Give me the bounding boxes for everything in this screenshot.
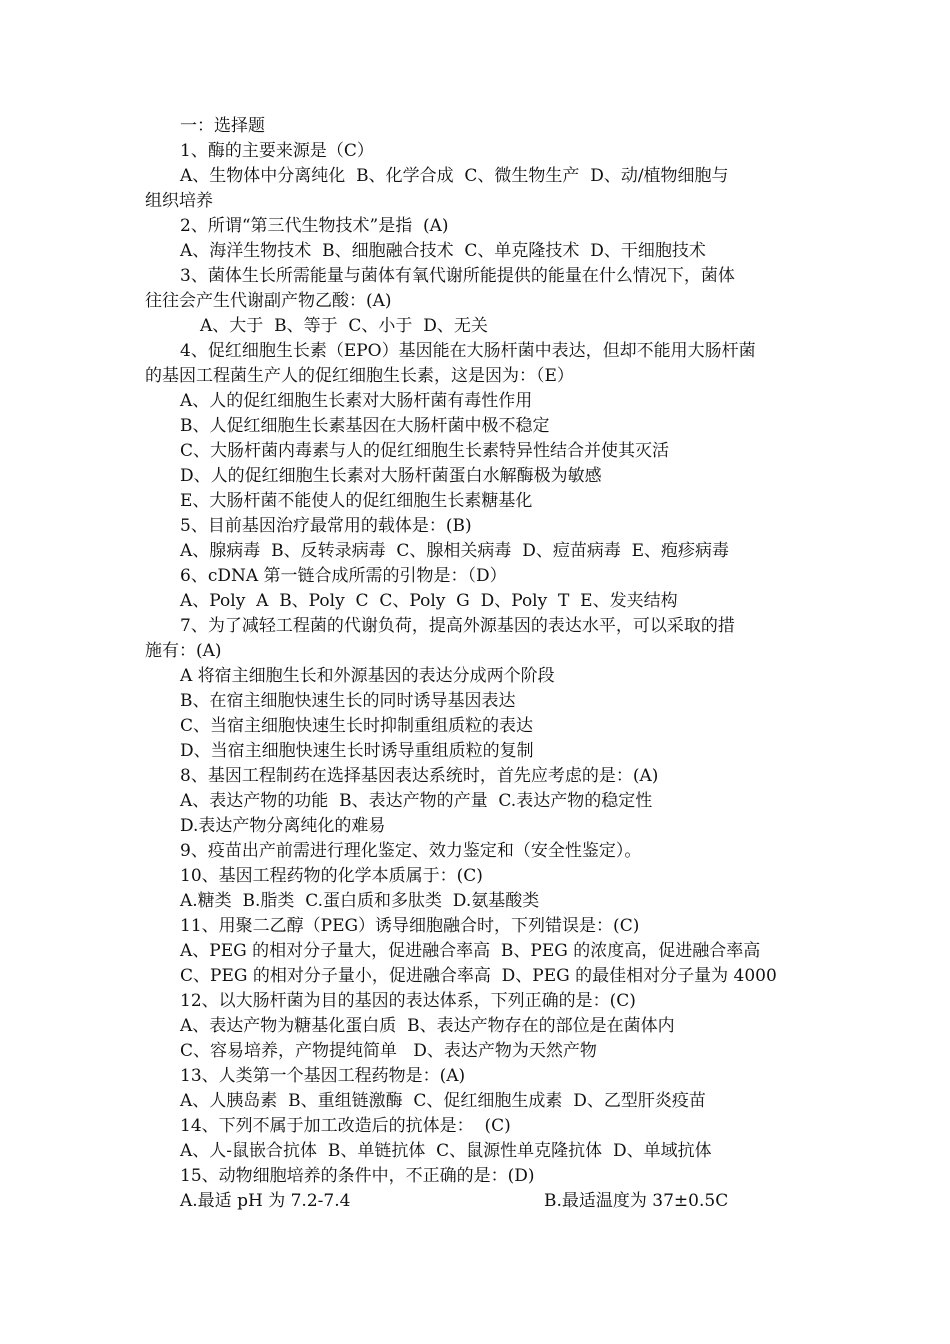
text-line: 15、动物细胞培养的条件中，不正确的是：(D) — [180, 1166, 535, 1186]
text-line: 6、cDNA 第一链合成所需的引物是：（D） — [180, 566, 507, 586]
text-line: B、在宿主细胞快速生长的同时诱导基因表达 — [180, 691, 516, 711]
text-line: E、大肠杆菌不能使人的促红细胞生长素糖基化 — [180, 491, 533, 511]
text-line: 7、为了减轻工程菌的代谢负荷，提高外源基因的表达水平，可以采取的措 — [180, 616, 735, 636]
text-line: 施有：(A) — [145, 641, 222, 661]
text-line: C、当宿主细胞快速生长时抑制重组质粒的表达 — [180, 716, 534, 736]
option-row-15 — [145, 1189, 813, 1214]
text-line: 5、目前基因治疗最常用的载体是：(B) — [180, 516, 472, 536]
text-line: 10、基因工程药物的化学本质属于：(C) — [180, 866, 483, 886]
text-line: C、大肠杆菌内毒素与人的促红细胞生长素特异性结合并使其灭活 — [180, 441, 670, 461]
text-line: A、海洋生物技术 B、细胞融合技术 C、单克隆技术 D、干细胞技术 — [180, 241, 706, 261]
text-line: B、人促红细胞生长素基因在大肠杆菌中极不稳定 — [180, 416, 550, 436]
text-line: A、生物体中分离纯化 B、化学合成 C、微生物生产 D、动/植物细胞与 — [180, 166, 729, 186]
text-line: 13、人类第一个基因工程药物是：(A) — [180, 1066, 466, 1086]
text-line: 3、菌体生长所需能量与菌体有氧代谢所能提供的能量在什么情况下，菌体 — [180, 266, 735, 286]
text-line: 8、基因工程制药在选择基因表达系统时，首先应考虑的是：(A) — [180, 766, 659, 786]
text-line: 4、促红细胞生长素（EPO）基因能在大肠杆菌中表达，但却不能用大肠杆菌 — [180, 341, 756, 361]
text-line: D、当宿主细胞快速生长时诱导重组质粒的复制 — [180, 741, 534, 761]
text-line: A、表达产物为糖基化蛋白质 B、表达产物存在的部位是在菌体内 — [180, 1016, 675, 1036]
text-line: 的基因工程菌生产人的促红细胞生长素，这是因为：（E） — [145, 366, 574, 386]
text-line: A、Poly A B、Poly C C、Poly G D、Poly T E、发夹结构 — [180, 591, 678, 611]
text-line: 11、用聚二乙醇（PEG）诱导细胞融合时，下列错误是：(C) — [180, 916, 640, 936]
text-line: 组织培养 — [145, 191, 213, 211]
document-body — [145, 114, 813, 1189]
text-line: 2、所谓“第三代生物技术”是指 (A) — [180, 216, 449, 236]
text-line: 14、下列不属于加工改造后的抗体是： (C) — [180, 1116, 511, 1136]
text-line: A、PEG 的相对分子量大，促进融合率高 B、PEG 的浓度高，促进融合率高 — [180, 941, 761, 961]
text-line: A、大于 B、等于 C、小于 D、无关 — [200, 316, 488, 336]
text-line: D.表达产物分离纯化的难易 — [180, 816, 386, 836]
text-line: A、人-鼠嵌合抗体 B、单链抗体 C、鼠源性单克隆抗体 D、单域抗体 — [180, 1141, 712, 1161]
option-15-a: A.最适 pH 为 7.2-7.4 — [180, 1191, 351, 1211]
text-line: A、表达产物的功能 B、表达产物的产量 C.表达产物的稳定性 — [180, 791, 653, 811]
document-page — [145, 114, 813, 1214]
option-15-b: B.最适温度为 37±0.5C — [544, 1191, 729, 1211]
text-line: 往往会产生代谢副产物乙酸：(A) — [145, 291, 392, 311]
text-line: 1、酶的主要来源是（C） — [180, 141, 374, 161]
text-line: 9、疫苗出产前需进行理化鉴定、效力鉴定和（安全性鉴定）。 — [180, 841, 642, 861]
text-line: A 将宿主细胞生长和外源基因的表达分成两个阶段 — [180, 666, 555, 686]
text-line: A、腺病毒 B、反转录病毒 C、腺相关病毒 D、痘苗病毒 E、疱疹病毒 — [180, 541, 730, 561]
text-line: A、人胰岛素 B、重组链激酶 C、促红细胞生成素 D、乙型肝炎疫苗 — [180, 1091, 706, 1111]
text-line: C、PEG 的相对分子量小，促进融合率高 D、PEG 的最佳相对分子量为 4000 — [180, 966, 777, 986]
text-line: D、人的促红细胞生长素对大肠杆菌蛋白水解酶极为敏感 — [180, 466, 602, 486]
text-line: 12、以大肠杆菌为目的基因的表达体系，下列正确的是：(C) — [180, 991, 636, 1011]
text-line: 一：选择题 — [180, 116, 265, 136]
text-line: A、人的促红细胞生长素对大肠杆菌有毒性作用 — [180, 391, 533, 411]
text-line: A.糖类 B.脂类 C.蛋白质和多肽类 D.氨基酸类 — [180, 891, 540, 911]
text-line: C、容易培养，产物提纯简单 D、表达产物为天然产物 — [180, 1041, 597, 1061]
